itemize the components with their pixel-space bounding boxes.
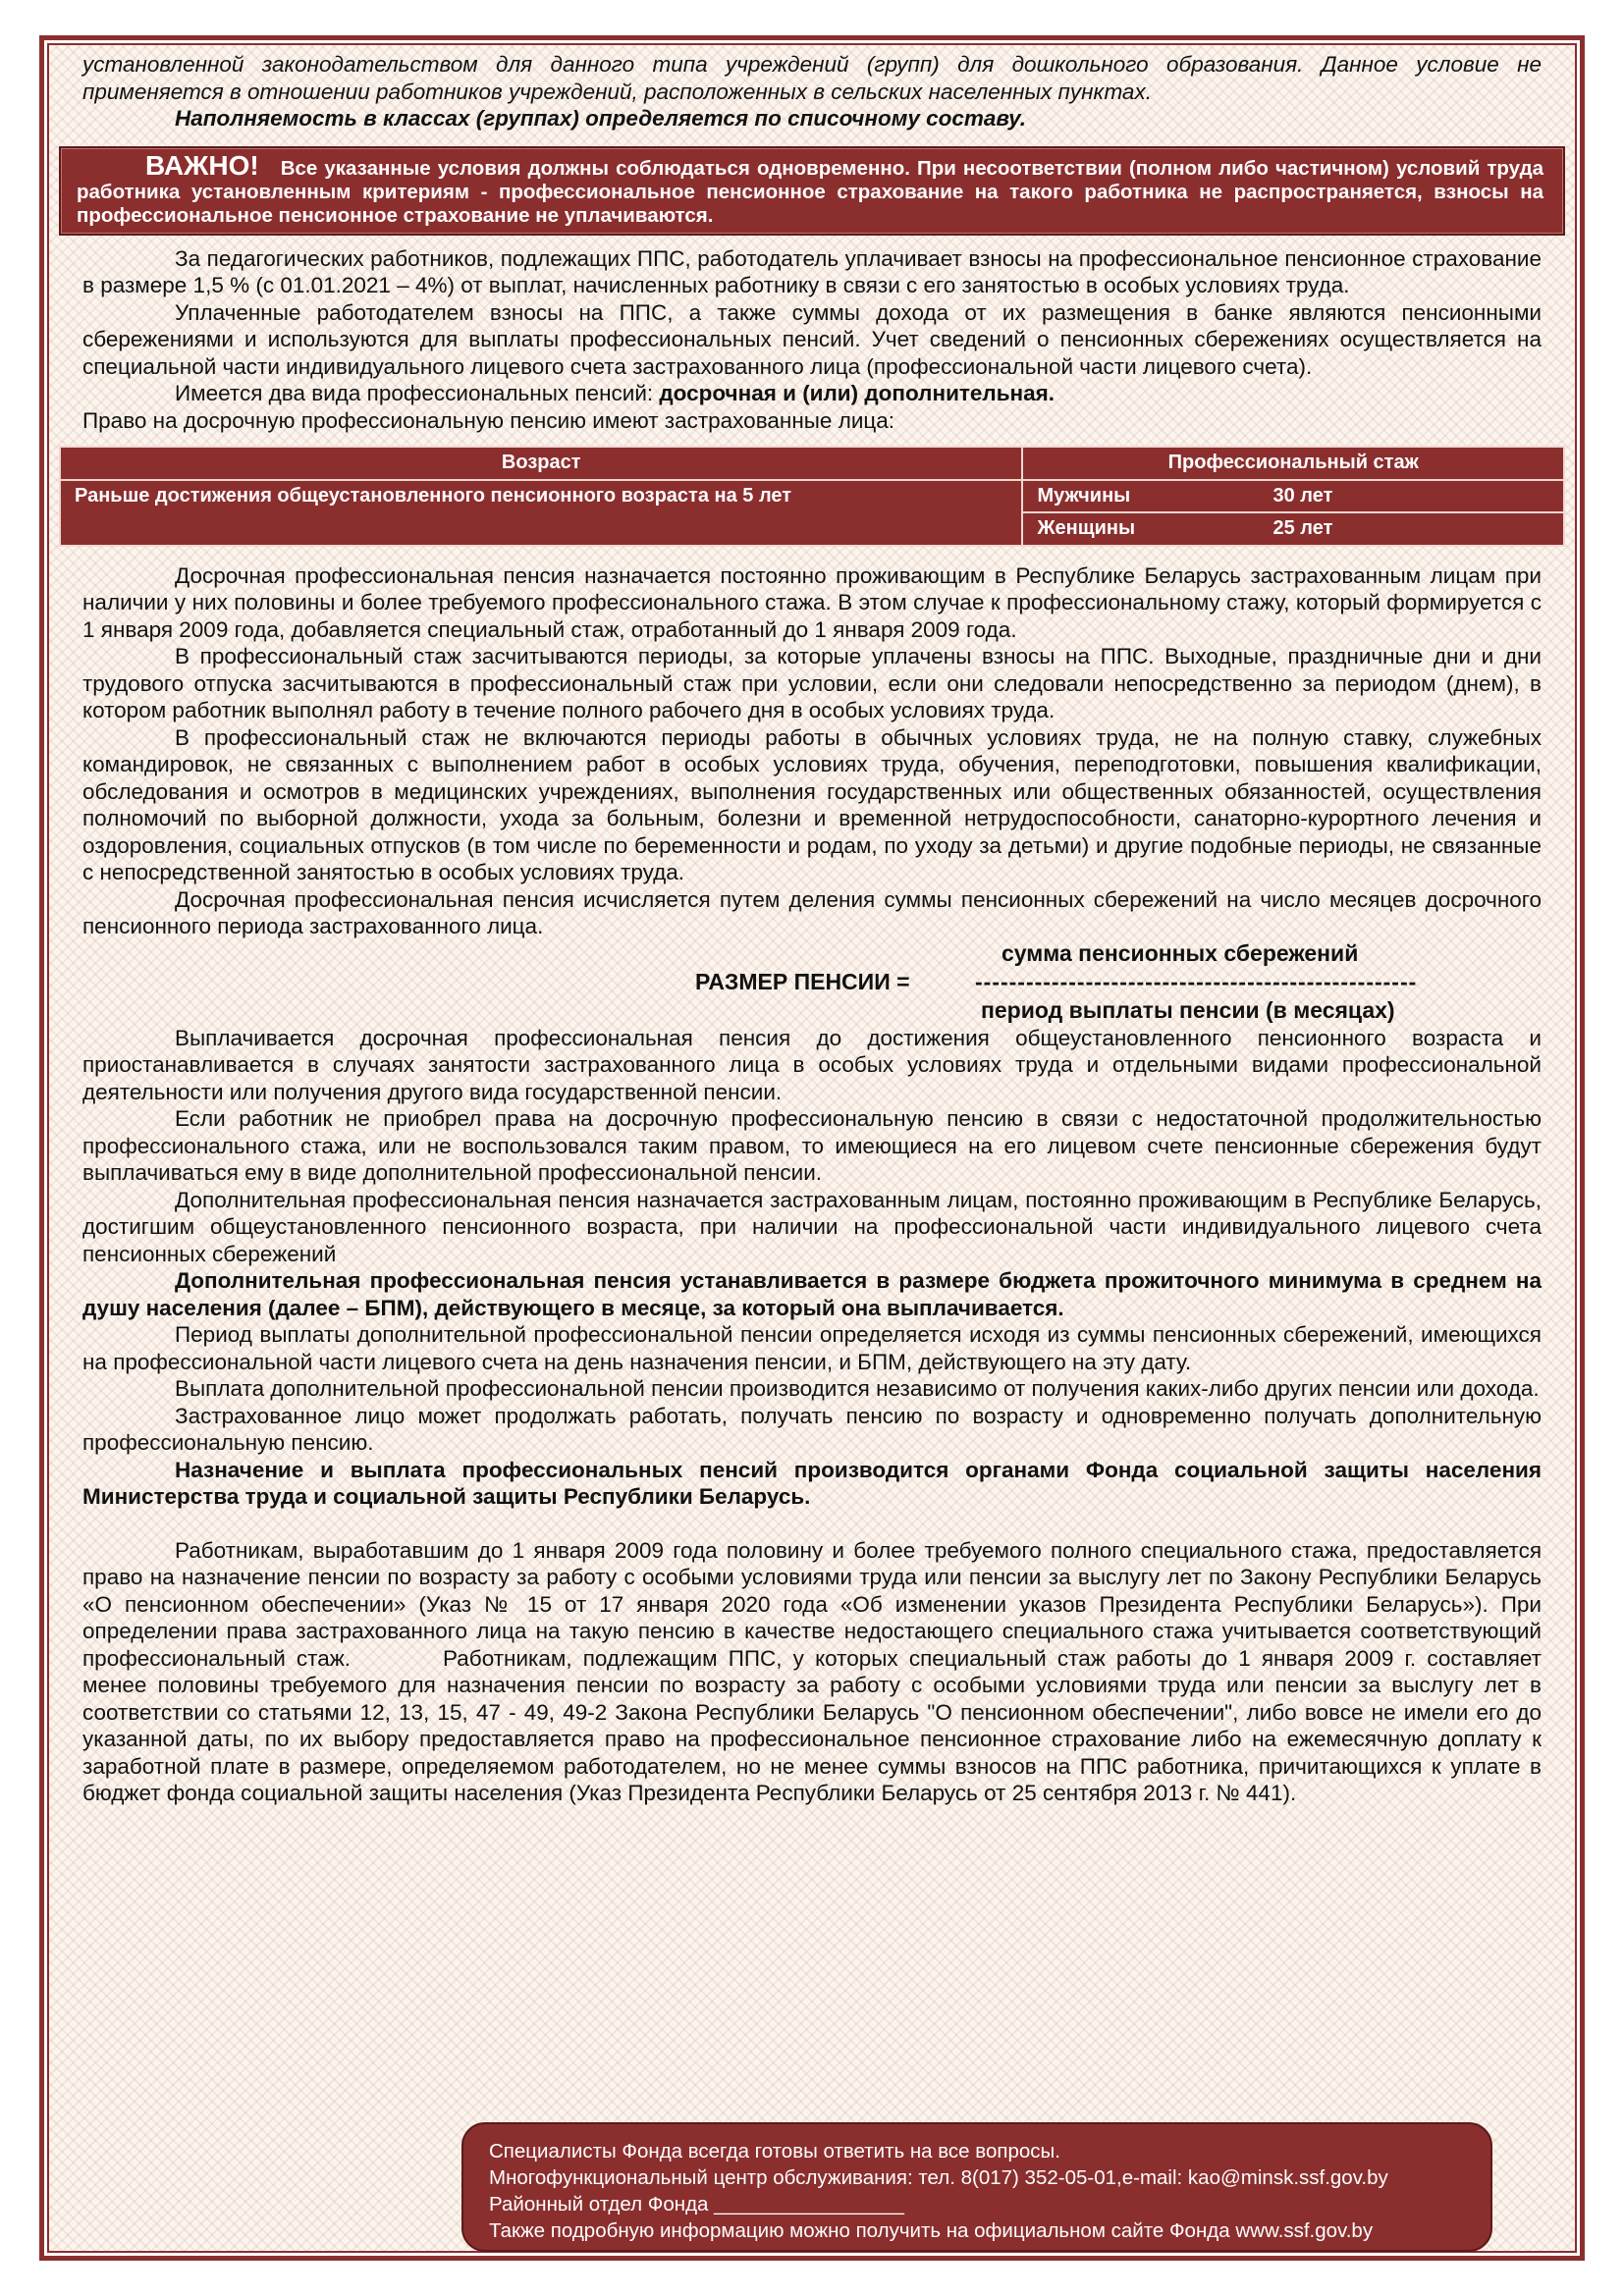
- table-cell-stage: [1022, 480, 1564, 513]
- table-row: [60, 480, 1564, 513]
- table-cell-age: Раньше достижения общеустановленного пенсионного возраста на 5 лет: [60, 480, 1022, 546]
- contact-line: Специалисты Фонда всегда готовы ответить на все вопросы.: [489, 2140, 1060, 2163]
- pension-types-prefix: Имеется два вида профессиональных пенсий:: [175, 381, 660, 405]
- warning-box: [59, 146, 1565, 236]
- early-pension-right: Право на досрочную профессиональную пенсию имеют застрахованные лица:: [82, 407, 895, 433]
- savings-paragraph: Уплаченные работодателем взносы на ППС, а также суммы дохода от их размещения в банке являются пенсионными сбережениями и используются для выплаты профессиональных пенсий. Учет сведений о пенсионных сбережениях осуществляется на специальной части индивидуального лицевого счета застрахованного лица (профессиональной части лицевого счета).: [82, 299, 1542, 379]
- special-stage-paragraph: [82, 1537, 1542, 1807]
- pension-formula: [82, 940, 1542, 1025]
- bpm-paragraph: Дополнительная профессиональная пенсия устанавливается в размере бюджета прожиточного минимума в среднем на душу населения (далее – БПМ), действующего в месяце, за который она выплачивается.: [82, 1268, 1542, 1320]
- stage-excluded-paragraph: В профессиональный стаж не включаются периоды работы в обычных условиях труда, не на полную ставку, служебных командировок, не связанных с выполнением работ в особых условиях труда, обучения, переподготовки, повышения квалификации, обследования и осмотров в медицинских учреждениях, выполнения государственных или общественных обязанностей, осуществления полномочий по выборной должности, ухода за больным, болезни и временной нетрудоспособности, санаторно-курортного лечения и оздоровления, социальных отпусков (в том числе по беременности и родам, по уходу за детьми) и другие подобные периоды, не связанные с непосредственной занятостью в особых условиях труда.: [82, 724, 1542, 884]
- formula-label: РАЗМЕР ПЕНСИИ =: [695, 968, 910, 994]
- formula-divider: ----------------------------------------------------: [975, 968, 1418, 994]
- gender-label: Мужчины: [1037, 484, 1131, 507]
- formula-denominator: период выплаты пенсии (в месяцах): [981, 996, 1395, 1023]
- gender-label: Женщины: [1037, 517, 1136, 539]
- independence-paragraph: Выплата дополнительной профессиональной пенсии производится независимо от получения каких-либо других пенсии или дохода.: [175, 1376, 1540, 1401]
- formula-numerator: сумма пенсионных сбережений: [1001, 939, 1359, 966]
- stage-included-paragraph: В профессиональный стаж засчитываются периоды, за которые уплачены взносы на ППС. Выходные, праздничные дни и дни трудового отпуска засчитываются в профессиональный стаж при условии, если они следовали непосредственно за периодом (днем), в котором работник выполнял работу в течение полного рабочего дня в особых условиях труда.: [82, 644, 1542, 722]
- additional-assignment-paragraph: Дополнительная профессиональная пенсия назначается застрахованным лицам, постоянно проживающим в Республике Беларусь, достигшим общеустановленного пенсионного возраста, при наличии на профессиональной части индивидуального лицевого счета пенсионных сбережений: [82, 1187, 1542, 1266]
- continue-working-paragraph: Застрахованное лицо может продолжать работать, получать пенсию по возрасту и одновременно получать дополнительную профессиональную пенсию.: [82, 1403, 1542, 1455]
- contact-district: Районный отдел Фонда _________________: [489, 2193, 904, 2216]
- intro-note: Наполняемость в классах (группах) определяется по списочному составу.: [175, 106, 1027, 131]
- years-value: 25 лет: [1272, 517, 1333, 539]
- contact-phone-email: Многофункциональный центр обслуживания: тел. 8(017) 352-05-01,e-mail: kao@minsk.ssf.gov.by: [489, 2166, 1388, 2189]
- additional-pension-paragraph: Если работник не приобрел права на досрочную профессиональную пенсию в связи с недостаточной продолжительностью профессионального стажа, или не воспользовался таким правом, то имеющиеся на его лицевом счете пенсионные сбережения будут выплачиваться ему в виде дополнительной профессиональной пенсии.: [82, 1106, 1542, 1185]
- contact-website: Также подробную информацию можно получить на официальном сайте Фонда www.ssf.gov.by: [489, 2219, 1374, 2242]
- special-stage-text: Работникам, выработавшим до 1 января 2009 года половину и более требуемого полного специального стажа, предоставляется право на назначение пенсии по возрасту за работу с особыми условиями труда или пенсии за выслугу лет по Закону Республики Беларусь «О пенсионном обеспечении» (Указ № 15 от 17 января 2020 года «Об изменении указов Президента Республики Беларусь»). При определении права застрахованного лица на такую пенсию в качестве недостающего специального стажа учитывается соответствующий профессиональный стаж.: [82, 1537, 1542, 1671]
- payment-paragraph: Выплачивается досрочная профессиональная пенсия до достижения общеустановленного пенсионного возраста и приостанавливается в случаях занятости застрахованного лица в особых условиях труда и отдельными видами профессиональной деятельности или получения другого вида государственной пенсии.: [82, 1025, 1542, 1104]
- fund-paragraph: Назначение и выплата профессиональных пенсий производится органами Фонда социальной защиты населения Министерства труда и социальной защиты Республики Беларусь.: [82, 1457, 1542, 1509]
- pension-types-bold: досрочная и (или) дополнительная.: [659, 381, 1056, 405]
- warning-text: Все указанные условия должны соблюдаться одновременно. При несоответствии (полном либо частичном) условий труда работника установленным критериям - профессиональное пенсионное страхование на такого работника не распространяется, взносы на профессиональное пенсионное страхование не уплачиваются.: [77, 156, 1543, 227]
- warning-heading: ВАЖНО!: [145, 149, 259, 181]
- pension-types-paragraph: [82, 380, 1542, 407]
- table-cell-stage: [1022, 512, 1564, 546]
- eligibility-table: [59, 446, 1565, 547]
- contributions-paragraph: За педагогических работников, подлежащих ППС, работодатель уплачивает взносы на профессиональное пенсионное страхование в размере 1,5 % (с 01.01.2021 – 4%) от выплат, начисленных работнику в связи с его занятостью в особых условиях труда.: [82, 245, 1542, 297]
- early-pension-paragraph: Досрочная профессиональная пенсия назначается постоянно проживающим в Республике Беларусь застрахованным лицам при наличии у них половины и более требуемого профессионального стажа. В этом случае к профессиональному стажу, который формируется с 1 января 2009 года, добавляется специальный стаж, отработанный до 1 января 2009 года.: [82, 562, 1542, 642]
- contact-box: [461, 2122, 1492, 2252]
- table-header-age: Возраст: [60, 447, 1022, 480]
- document-content: [59, 51, 1565, 1807]
- intro-paragraph: установленной законодательством для данного типа учреждений (групп) для дошкольного образования. Данное условие не применяется в отношении работников учреждений, расположенных в сельских населенных пунктах.: [82, 52, 1542, 104]
- years-value: 30 лет: [1272, 484, 1333, 507]
- payment-period-paragraph: Период выплаты дополнительной профессиональной пенсии определяется исходя из суммы пенсионных сбережений, имеющихся на профессиональной части лицевого счета на день назначения пенсии, и БПМ, действующего на эту дату.: [82, 1322, 1542, 1374]
- pps-choice-text: Работникам, подлежащим ППС, у которых специальный стаж работы до 1 января 2009 г. составляет менее половины требуемого для назначения пенсии по возрасту за работу с особыми условиями труда или пенсии за выслугу лет в соответствии со статьями 12, 13, 15, 47 - 49, 49-2 Закона Республики Беларусь "О пенсионном обеспечении", либо вовсе не имели его до указанной даты, по их выбору предоставляется право на профессиональное пенсионное страхование либо на ежемесячную доплату к заработной плате в размере, определяемом работодателем, но не менее суммы взносов на ППС работника, причитающихся к уплате в бюджет фонда социальной защиты населения (Указ Президента Республики Беларусь от 25 сентября 2013 г. № 441).: [82, 1645, 1542, 1805]
- table-header-stage: Профессиональный стаж: [1022, 447, 1564, 480]
- calculation-paragraph: Досрочная профессиональная пенсия исчисляется путем деления суммы пенсионных сбережений на число месяцев досрочного пенсионного периода застрахованного лица.: [82, 886, 1542, 938]
